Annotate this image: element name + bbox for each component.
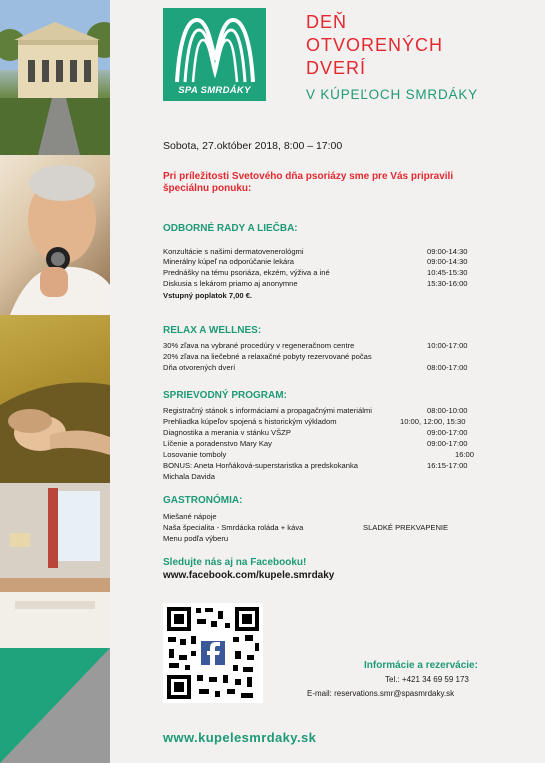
list-item-time: 15:30-16:00 bbox=[427, 279, 468, 288]
mineral-bath-photo bbox=[0, 315, 110, 483]
list-item-time: 16:00 bbox=[455, 450, 475, 459]
facebook-link[interactable]: www.facebook.com/kupele.smrdaky bbox=[163, 570, 335, 581]
list-item: Konzultácie s našimi dermatovenerológmi bbox=[163, 247, 304, 256]
title-line-3: DVERÍ bbox=[306, 58, 367, 78]
hotel-room-photo bbox=[0, 483, 110, 648]
title-line-2: OTVORENÝCH bbox=[306, 35, 444, 55]
list-item: Michala Davida bbox=[163, 472, 215, 481]
list-item: Prehliadka kúpeľov spojená s historickým výkladom bbox=[163, 417, 337, 426]
spa-building-photo bbox=[0, 0, 110, 155]
photo-strip bbox=[0, 0, 110, 763]
list-item-time: 09:00-14:30 bbox=[427, 247, 468, 256]
list-item: BONUS: Aneta Horňáková-superstaristka a predskokanka bbox=[163, 461, 359, 470]
entry-fee-note: Vstupný poplatok 7,00 €. bbox=[163, 291, 253, 300]
list-item: Dňa otvorených dverí bbox=[163, 363, 236, 372]
list-item: Líčenie a poradenstvo Mary Kay bbox=[163, 439, 272, 448]
section-title-program: SPRIEVODNÝ PROGRAM: bbox=[163, 390, 287, 401]
spa-smrdaky-logo bbox=[163, 8, 266, 101]
corner-accent bbox=[0, 648, 110, 763]
list-item: Diskusia s lekárom priamo aj anonymne bbox=[163, 279, 298, 288]
list-item: Minerálny kúpeľ na odporúčanie lekára bbox=[163, 257, 294, 266]
contact-phone[interactable]: Tel.: +421 34 69 59 173 bbox=[385, 675, 469, 684]
facebook-heading: Sledujte nás aj na Facebooku! bbox=[163, 557, 307, 568]
event-date: Sobota, 27.október 2018, 8:00 – 17:00 bbox=[163, 140, 343, 152]
list-item: 20% zľava na liečebné a relaxačné pobyty rezervované počas bbox=[163, 352, 372, 361]
list-item-time: 16:15-17:00 bbox=[427, 461, 468, 470]
section-title-gastro: GASTRONÓMIA: bbox=[163, 495, 243, 506]
list-item-time: 10:00, 12:00, 15:30 bbox=[400, 417, 466, 426]
list-item-time: 08:00-10:00 bbox=[427, 406, 468, 415]
section-title-rady: ODBORNÉ RADY A LIEČBA: bbox=[163, 223, 298, 234]
list-item: Naša špecialita - Smrdácka roláda + káva bbox=[163, 523, 304, 532]
list-item-time: 09:00-17:00 bbox=[427, 439, 468, 448]
intro-text: Pri príležitosti Svetového dňa psoriázy sme pre Vás pripravili špeciálnu ponuku: bbox=[163, 171, 454, 194]
list-item-time: 08:00-17:00 bbox=[427, 363, 468, 372]
list-item: Diagnostika a merania v stánku VŠZP bbox=[163, 428, 291, 437]
subtitle: V KÚPEĽOCH SMRDÁKY bbox=[306, 87, 478, 102]
list-item-time: 09:00-14:30 bbox=[427, 257, 468, 266]
section-title-relax: RELAX A WELLNES: bbox=[163, 325, 262, 336]
logo-text: SPA SMRDÁKY bbox=[178, 85, 251, 96]
website-link[interactable]: www.kupelesmrdaky.sk bbox=[163, 730, 317, 745]
list-item: Miešané nápoje bbox=[163, 512, 217, 521]
list-item: Registračný stánok s informáciami a propagačnými materiálmi bbox=[163, 406, 372, 415]
list-item-time: 10:00-17:00 bbox=[427, 341, 468, 350]
list-item: Losovanie tomboly bbox=[163, 450, 227, 459]
contact-email[interactable]: E-mail: reservations.smr@spasmrdaky.sk bbox=[307, 689, 455, 698]
green-wedge bbox=[0, 648, 110, 763]
qr-code-icon[interactable] bbox=[163, 603, 263, 703]
dermatologist-photo bbox=[0, 155, 110, 315]
list-item: 30% zľava na vybrané procedúry v regeneračnom centre bbox=[163, 341, 355, 350]
list-item: Prednášky na tému psoriáza, ekzém, výživa a iné bbox=[163, 268, 330, 277]
title-line-1: DEŇ bbox=[306, 12, 348, 32]
list-item: Menu podľa výberu bbox=[163, 534, 229, 543]
contact-heading: Informácie a rezervácie: bbox=[364, 660, 478, 671]
list-item-time: 09:00-17:00 bbox=[427, 428, 468, 437]
list-item-time: 10:45-15:30 bbox=[427, 268, 468, 277]
list-item-extra: SLADKÉ PREKVAPENIE bbox=[363, 523, 449, 532]
